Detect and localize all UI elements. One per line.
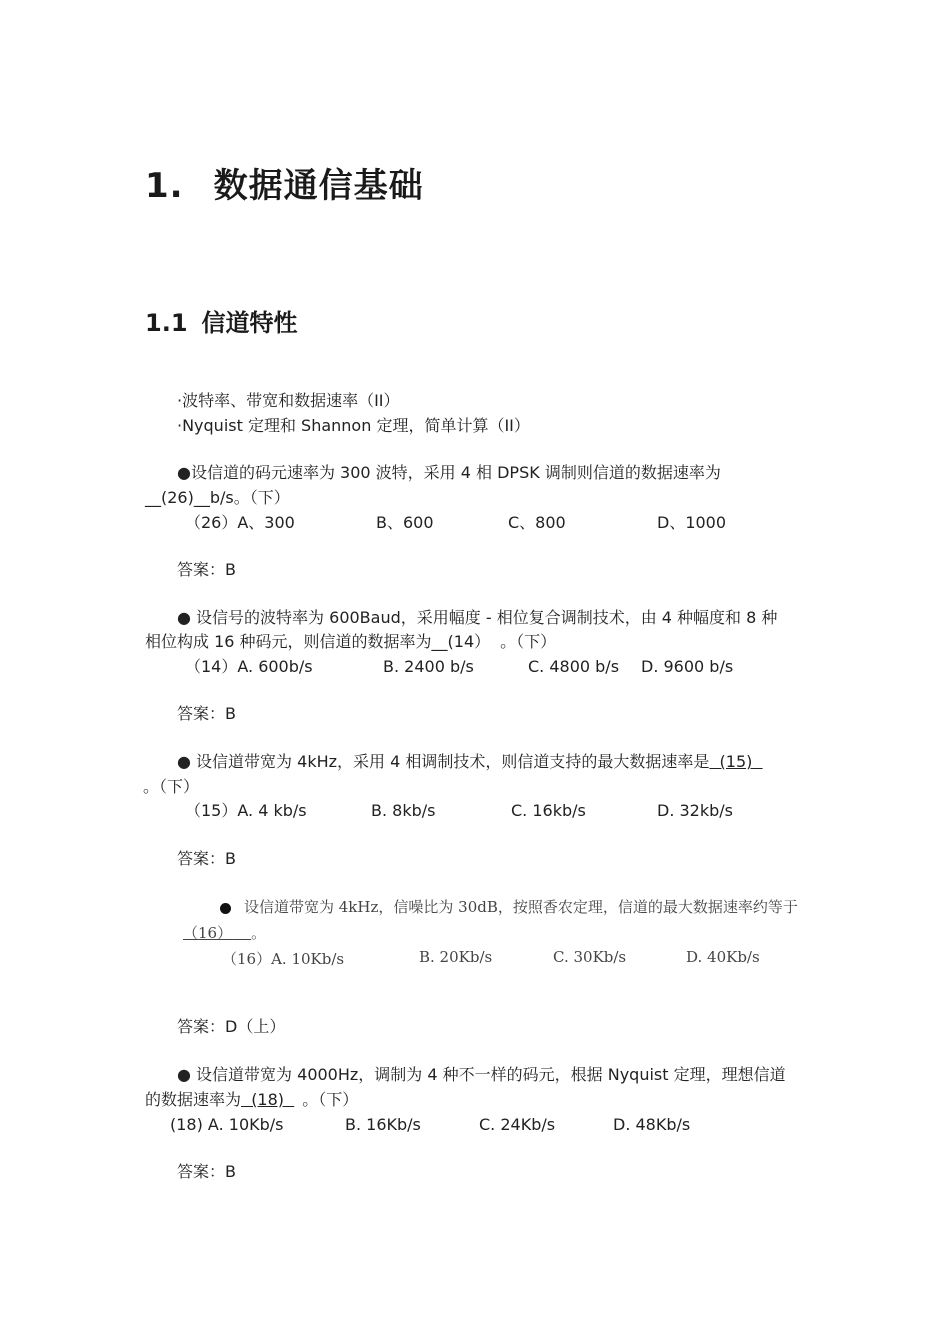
option-b: B. 2400 b/s	[383, 657, 474, 676]
option-d: D. 32kb/s	[657, 801, 733, 820]
chapter-heading	[145, 158, 424, 207]
question-5-text-end: 。（下）	[302, 1090, 359, 1109]
answer-blank-18: (18)	[241, 1090, 295, 1109]
option-a: (18) A. 10Kb/s	[170, 1115, 284, 1134]
question-4-text-cont	[183, 922, 266, 943]
question-5-text-cont	[145, 1090, 358, 1110]
answer-3: 答案：B	[177, 849, 236, 868]
chapter-number: 1.	[145, 166, 184, 206]
question-1-text-cont: __(26)__b/s。（下）	[145, 488, 290, 507]
question-5-text: ● 设信道带宽为 4000Hz，调制为 4 种不一样的码元，根据 Nyquist 定理，理想信道	[177, 1065, 786, 1084]
option-c: C. 24Kb/s	[479, 1115, 556, 1134]
answer-blank-16: （16）	[183, 924, 233, 942]
answer-1: 答案：B	[177, 560, 236, 579]
question-1-text: ●设信道的码元速率为 300 波特，采用 4 相 DPSK 调制则信道的数据速率为	[177, 463, 721, 482]
bullet-icon	[220, 898, 231, 917]
chapter-title: 数据通信基础	[213, 166, 424, 206]
option-c: C. 4800 b/s	[528, 657, 620, 676]
option-c: C. 30Kb/s	[553, 948, 627, 966]
answer-4: 答案：D（上）	[177, 1017, 286, 1036]
section-number: 1.1	[145, 309, 188, 337]
answer-blank-14: __(14）	[431, 632, 491, 651]
question-2-text: ● 设信号的波特率为 600Baud，采用幅度 - 相位复合调制技术，由 4 种幅度和 8 种	[177, 608, 778, 627]
option-c: C. 16kb/s	[511, 801, 586, 820]
option-b: B. 8kb/s	[371, 801, 436, 820]
option-d: D、1000	[657, 513, 727, 532]
option-b: B. 20Kb/s	[419, 948, 493, 966]
question-3-text-part: ● 设信道带宽为 4kHz，采用 4 相调制技术，则信道支持的最大数据速率是	[177, 752, 710, 771]
option-a: （26）A、300	[185, 513, 295, 532]
topic-item: ·Nyquist 定理和 Shannon 定理，简单计算（II）	[177, 416, 530, 435]
question-3-text-cont: 。（下）	[143, 777, 200, 796]
question-4-text-end: 。	[251, 924, 267, 942]
question-2-text-cont	[145, 632, 556, 652]
option-a: （14）A. 600b/s	[185, 657, 313, 676]
option-d: D. 40Kb/s	[686, 948, 760, 966]
question-4-text: 设信道带宽为 4kHz，信噪比为 30dB，按照香农定理，信道的最大数据速率约等于	[244, 898, 798, 916]
topic-item: ·波特率、带宽和数据速率（II）	[177, 391, 400, 410]
question-5-text-part: 的数据速率为	[145, 1090, 242, 1109]
option-c: C、800	[508, 513, 566, 532]
option-d: D. 9600 b/s	[641, 657, 734, 676]
answer-blank-15: (15)	[709, 752, 763, 771]
question-2-text-part: 相位构成 16 种码元，则信道的数据率为	[145, 632, 432, 651]
answer-5: 答案：B	[177, 1162, 236, 1181]
option-a: （15）A. 4 kb/s	[185, 801, 307, 820]
section-title: 信道特性	[201, 309, 298, 337]
section-heading	[145, 303, 298, 338]
question-3-text	[177, 752, 763, 772]
option-b: B. 16Kb/s	[345, 1115, 421, 1134]
question-2-text-end: 。（下）	[500, 632, 557, 651]
option-a: （16）A. 10Kb/s	[222, 950, 345, 968]
option-b: B、600	[376, 513, 434, 532]
option-d: D. 48Kb/s	[613, 1115, 691, 1134]
answer-2: 答案：B	[177, 704, 236, 723]
